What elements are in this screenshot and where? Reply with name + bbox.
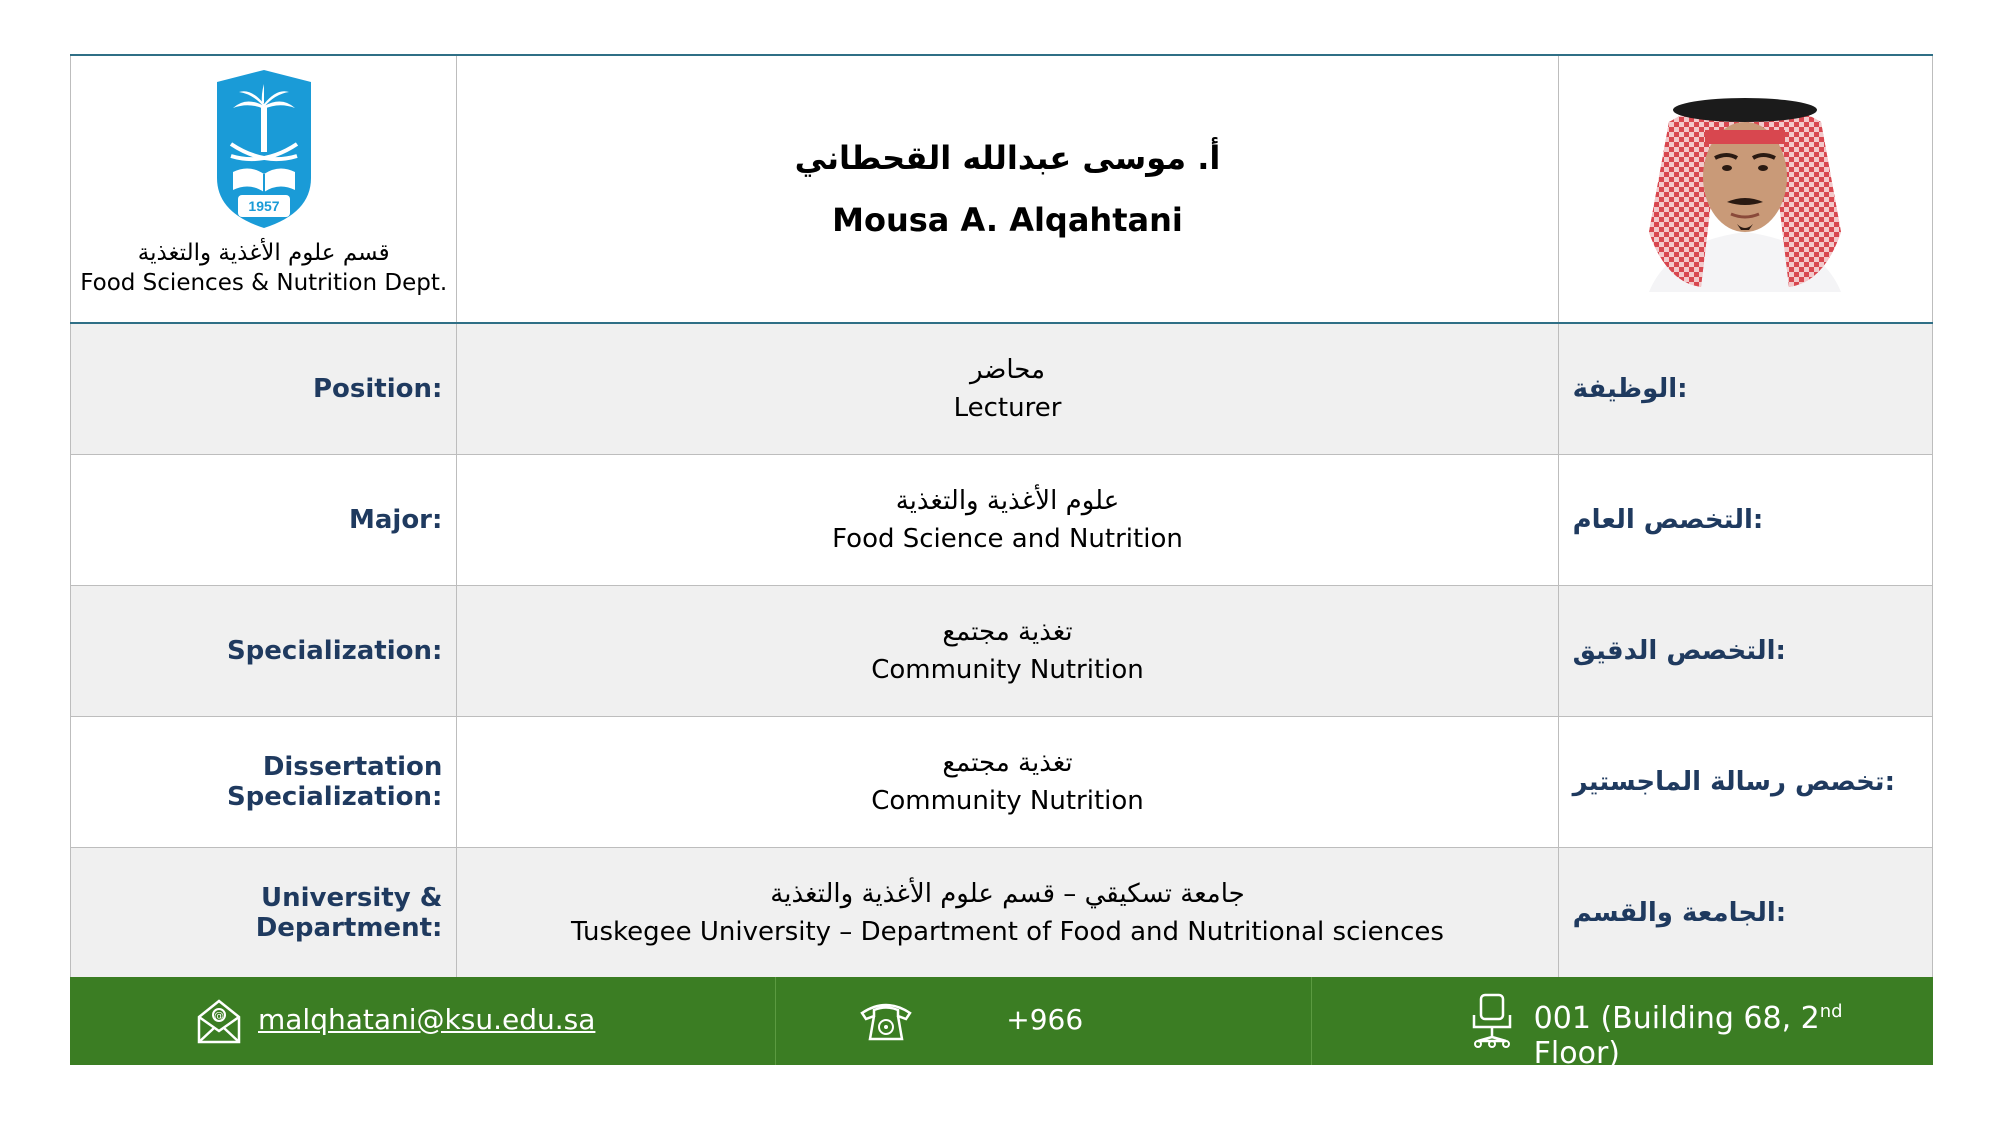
- email-icon: [196, 997, 242, 1045]
- header-row: [71, 55, 1933, 323]
- email-link[interactable]: malqhatani@ksu.edu.sa: [258, 1003, 596, 1036]
- value-arabic: جامعة تسكيقي – قسم علوم الأغذية والتغذية: [770, 879, 1245, 909]
- value-english: Food Science and Nutrition: [832, 524, 1183, 554]
- logo-year: 1957: [248, 198, 280, 214]
- label-english: Major:: [71, 455, 457, 586]
- floor-suffix: nd: [1819, 1001, 1843, 1022]
- label-english: Specialization:: [71, 586, 457, 717]
- value-cell: [457, 455, 1558, 586]
- name-cell: [457, 55, 1558, 323]
- label-english: Dissertation Specialization:: [71, 717, 457, 848]
- value-cell: [457, 323, 1558, 455]
- value-english: Community Nutrition: [871, 655, 1144, 685]
- value-cell: [457, 717, 1558, 848]
- info-row: [71, 848, 1933, 979]
- value-cell: [457, 848, 1558, 979]
- office-number: 001: [1533, 1001, 1591, 1036]
- photo-cell: [1558, 55, 1932, 323]
- department-name-arabic: قسم علوم الأغذية والتغذية: [137, 240, 390, 266]
- label-english: Position:: [71, 323, 457, 455]
- value-cell: [457, 586, 1558, 717]
- office-section: [1312, 977, 1933, 1071]
- email-section: [70, 977, 776, 1065]
- value-arabic: محاضر: [969, 355, 1046, 385]
- department-name-english: Food Sciences & Nutrition Dept.: [80, 270, 448, 296]
- svg-text:@: @: [214, 1011, 224, 1022]
- info-row: [71, 323, 1933, 455]
- info-row: [71, 717, 1933, 848]
- info-row: [71, 586, 1933, 717]
- value-arabic: تغذية مجتمع: [942, 617, 1073, 647]
- person-name-english: Mousa A. Alqahtani: [832, 201, 1183, 239]
- contact-footer: [70, 977, 1933, 1071]
- value-arabic: تغذية مجتمع: [942, 748, 1073, 778]
- profile-card: [70, 54, 1933, 1071]
- label-arabic: تخصص رسالة الماجستير:: [1558, 717, 1932, 848]
- office-chair-icon: [1470, 993, 1514, 1049]
- profile-table: [70, 54, 1933, 979]
- label-english: University & Department:: [71, 848, 457, 979]
- profile-photo: [1609, 82, 1881, 292]
- person-name-arabic: أ. موسى عبدالله القحطاني: [794, 139, 1221, 177]
- office-floor: Floor): [1533, 1036, 1620, 1071]
- office-building: (Building 68, 2: [1600, 1001, 1820, 1036]
- value-english: Community Nutrition: [871, 786, 1144, 816]
- label-arabic: التخصص الدقيق:: [1558, 586, 1932, 717]
- logo-cell: [71, 55, 457, 323]
- label-arabic: الجامعة والقسم:: [1558, 848, 1932, 979]
- value-english: Lecturer: [953, 393, 1062, 423]
- phone-number[interactable]: +966: [1006, 1003, 1084, 1036]
- office-location: [1534, 1001, 1933, 1071]
- label-arabic: التخصص العام:: [1558, 455, 1932, 586]
- phone-icon: [858, 999, 914, 1043]
- phone-section: [776, 977, 1311, 1065]
- value-arabic: علوم الأغذية والتغذية: [895, 486, 1120, 516]
- university-logo: [71, 68, 456, 234]
- info-row: [71, 455, 1933, 586]
- label-arabic: الوظيفة:: [1558, 323, 1932, 455]
- value-english: Tuskegee University – Department of Food and Nutritional sciences: [571, 917, 1444, 947]
